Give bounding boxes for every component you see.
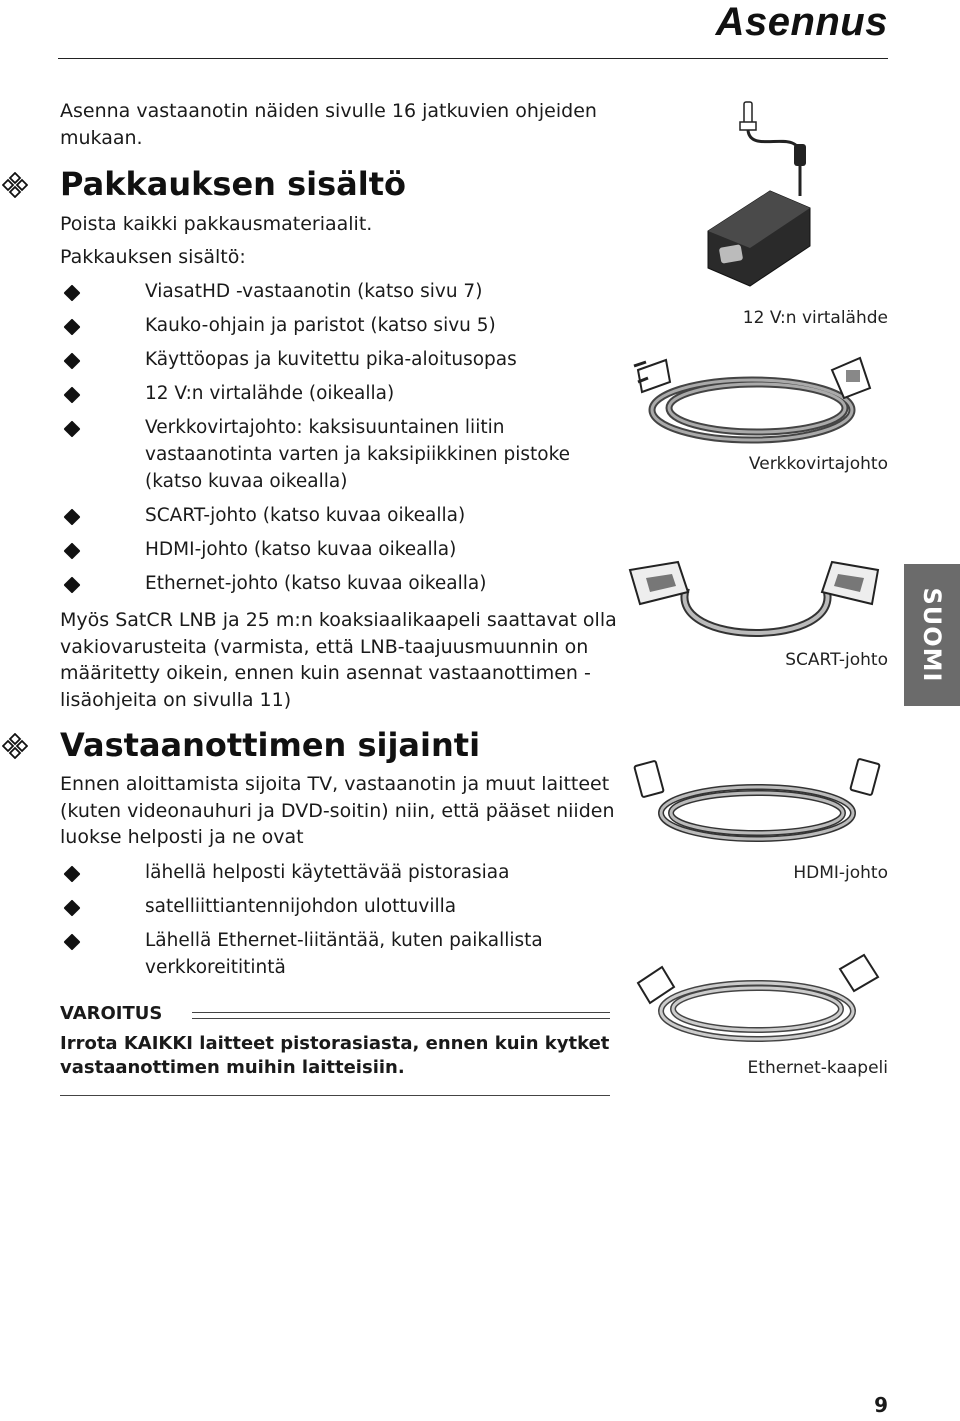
package-contents-label: Pakkauksen sisältö: (60, 246, 246, 268)
section-heading-package-contents: Pakkauksen sisältö (60, 165, 406, 203)
lnb-note-text: Myös SatCR LNB ja 25 m:n koaksiaalikaapeli saattavat olla vakiovarusteita (varmista, että LNB-taajuusmuunnin on määritetty oikein, ennen kuin asennat vastaanottimen - lisäohjeita on sivulla 11) (60, 609, 617, 711)
language-side-tab-label: SUOMI (918, 587, 946, 683)
list-item: Ethernet-johto (katso kuvaa oikealla) (60, 570, 620, 597)
list-item: HDMI-johto (katso kuvaa oikealla) (60, 536, 620, 563)
caption-ethernet: Ethernet-kaapeli (747, 1058, 888, 1078)
mains-cable-illustration (632, 340, 882, 450)
list-item: SCART-johto (katso kuvaa oikealla) (60, 502, 620, 529)
list-item: Verkkovirtajohto: kaksisuuntainen liitin vastaanotinta varten ja kaksipiikkinen pistoke (katso kuvaa oikealla) (60, 414, 620, 495)
caption-mains-cable: Verkkovirtajohto (748, 454, 888, 474)
diamond-bullet-icon (64, 543, 81, 560)
diamond-cluster-icon (2, 172, 28, 198)
diamond-bullet-icon (64, 387, 81, 404)
diamond-bullet-icon (64, 421, 81, 438)
caption-power-supply: 12 V:n virtalähde (742, 308, 888, 328)
list-item: ViasatHD -vastaanotin (katso sivu 7) (60, 278, 620, 305)
location-list (60, 859, 620, 988)
diamond-bullet-icon (64, 934, 81, 951)
page-header-title: Asennus (715, 0, 888, 44)
section-heading-receiver-location: Vastaanottimen sijainti (60, 726, 481, 764)
diamond-cluster-icon (2, 733, 28, 759)
package-contents-list (60, 278, 620, 604)
warning-rule (192, 1012, 610, 1019)
warning-bottom-rule (60, 1095, 610, 1096)
caption-hdmi: HDMI-johto (793, 863, 888, 883)
diamond-bullet-icon (64, 353, 81, 370)
diamond-bullet-icon (64, 577, 81, 594)
intro-text: Asenna vastaanotin näiden sivulle 16 jatkuvien ohjeiden mukaan. (60, 100, 597, 149)
ethernet-cable-illustration (632, 945, 882, 1050)
caption-scart: SCART-johto (785, 650, 888, 670)
diamond-bullet-icon (64, 866, 81, 883)
page-number: 9 (874, 1393, 888, 1417)
scart-cable-illustration (626, 548, 888, 648)
diamond-bullet-icon (64, 285, 81, 302)
hdmi-cable-illustration (632, 755, 882, 850)
list-item: 12 V:n virtalähde (oikealla) (60, 380, 620, 407)
list-item: satelliittiantennijohdon ulottuvilla (60, 893, 620, 920)
list-item: Lähellä Ethernet-liitäntää, kuten paikallista verkkoreititintä (60, 927, 620, 981)
location-intro-text: Ennen aloittamista sijoita TV, vastaanotin ja muut laitteet (kuten videonauhuri ja DVD-soitin) niin, että pääset niiden luokse helposti ja ne ovat (60, 773, 615, 848)
warning-label: VAROITUS (60, 1003, 163, 1024)
power-supply-illustration (700, 96, 830, 296)
diamond-bullet-icon (64, 900, 81, 917)
list-item: Käyttöopas ja kuvitettu pika-aloitusopas (60, 346, 620, 373)
language-side-tab (904, 564, 960, 706)
list-item: Kauko-ohjain ja paristot (katso sivu 5) (60, 312, 620, 339)
header-rule (58, 58, 888, 59)
remove-packaging-text: Poista kaikki pakkausmateriaalit. (60, 213, 373, 235)
list-item: lähellä helposti käytettävää pistorasiaa (60, 859, 620, 886)
warning-text: Irrota KAIKKI laitteet pistorasiasta, ennen kuin kytket vastaanottimen muihin laitteisiin. (60, 1033, 610, 1078)
diamond-bullet-icon (64, 319, 81, 336)
diamond-bullet-icon (64, 509, 81, 526)
